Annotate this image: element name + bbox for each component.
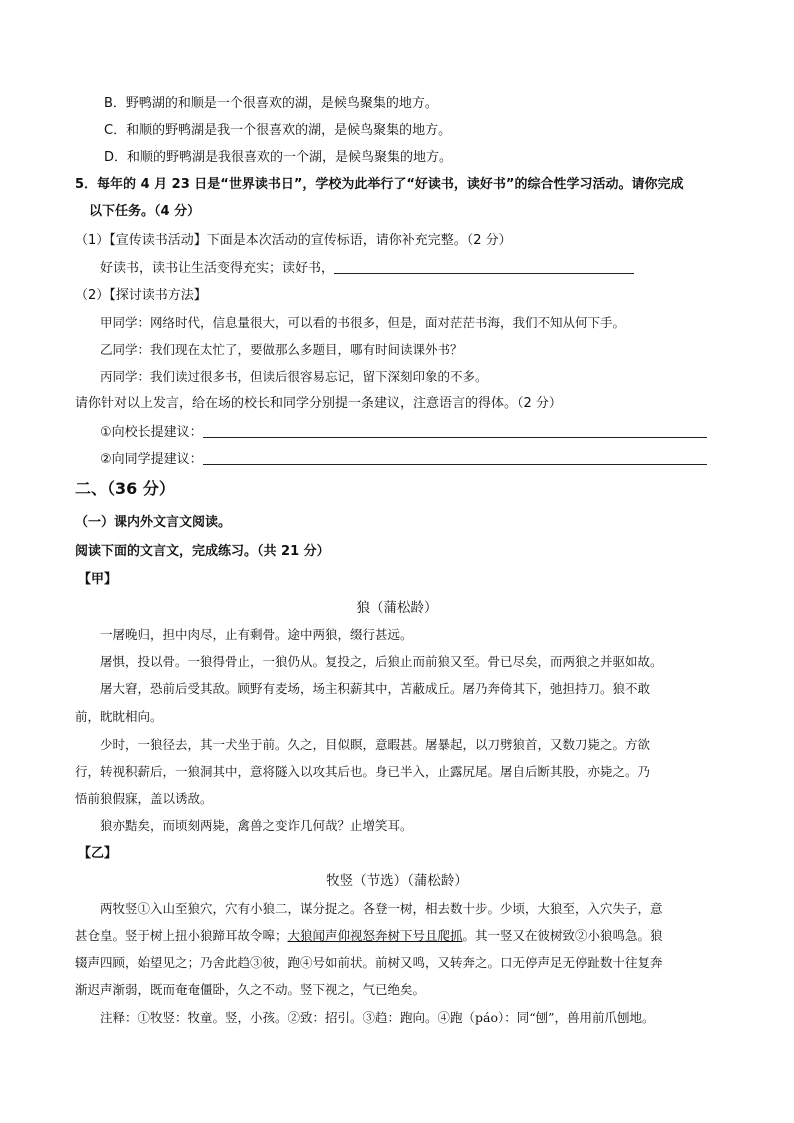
wolf-para: 一屠晚归，担中肉尽，止有剩骨。途中两狼，缀行甚远。 <box>100 627 413 642</box>
advice-classmate-label: ②向同学提建议： <box>100 452 203 467</box>
advice-classmate-row <box>100 450 707 469</box>
q5-stem-line2: 以下任务。（4 分） <box>89 204 201 219</box>
task1-title: （1）【宣传读书活动】下面是本次活动的宣传标语，请你补充完整。（2 分） <box>75 233 512 248</box>
wolf-para: 悟前狼假寐，盖以诱敌。 <box>75 791 213 806</box>
task1-slogan: 好读书，读书让生活变得充实；读好书， <box>100 261 335 276</box>
section2-title: 二、（36 分） <box>75 479 175 498</box>
wolf-para: 前，眈眈相向。 <box>75 709 163 724</box>
mushu-title: 牧竖（节选）（蒲松龄） <box>326 873 468 889</box>
advice-classmate-blank[interactable] <box>203 450 707 465</box>
jia-label: 【甲】 <box>78 572 118 587</box>
advice-principal-label: ①向校长提建议： <box>100 425 203 440</box>
mushu-line: 渐迟声渐弱，既而奄奄僵卧，久之不动。竖下视之，气已绝矣。 <box>75 982 426 997</box>
task1-slogan-row <box>100 259 634 278</box>
mushu-line: 两牧竖①入山至狼穴，穴有小狼二，谋分捉之。各登一树，相去数十步。少顷，大狼至，入穴失子，意 <box>100 901 663 916</box>
wolf-para: 狼亦黠矣，而顷刻两毙，禽兽之变诈几何哉？止增笑耳。 <box>100 818 413 833</box>
advice-principal-blank[interactable] <box>203 423 707 438</box>
wolf-para: 少时，一狼径去，其一犬坐于前。久之，目似瞑，意暇甚。屠暴起，以刀劈狼首，又数刀毙之。方欲 <box>100 737 651 752</box>
student-b-remark: 乙同学：我们现在太忙了，要做那么多题目，哪有时间读课外书？ <box>100 342 463 357</box>
wolf-para: 行，转视积薪后，一狼洞其中，意将隧入以攻其后也。身已半入，止露尻尾。屠自后断其股，亦毙之。乃 <box>75 764 651 779</box>
mushu-line <box>75 927 663 945</box>
section2-intro: 阅读下面的文言文，完成练习。（共 21 分） <box>75 544 330 559</box>
mushu-line: 辍声四顾，始望见之；乃舍此趋③彼，跑④号如前状。前树又鸣，又转奔之。口无停声足无停趾数十往复奔 <box>75 955 663 970</box>
q5-stem-line1: 5．每年的 4 月 23 日是“世界读书日”，学校为此举行了“好读书，读好书”的综合性学习活动。请你完成 <box>75 177 684 192</box>
section2-sub1: （一）课内外文言文阅读。 <box>75 515 232 530</box>
mushu-notes: 注释：①牧竖：牧童。竖，小孩。②致：招引。③趋：跑向。④跑（páo）：同“刨”，兽用前爪刨地。 <box>100 1010 655 1025</box>
wolf-title: 狼（蒲松龄） <box>356 600 438 616</box>
student-c-remark: 丙同学：我们读过很多书，但读后很容易忘记，留下深刻印象的不多。 <box>100 369 488 384</box>
yi-label: 【乙】 <box>78 846 118 861</box>
task2-title: （2）【探讨读书方法】 <box>75 288 207 303</box>
student-a-remark: 甲同学：网络时代，信息量很大，可以看的书很多，但是，面对茫茫书海，我们不知从何下手。 <box>100 315 626 330</box>
mushu-line2-start: 甚仓皇。竖于树上扭小狼蹄耳故令嗥； <box>75 928 288 943</box>
task2-instruction: 请你针对以上发言，给在场的校长和同学分别提一条建议，注意语言的得体。（2 分） <box>75 396 562 411</box>
option-b: B．野鸭湖的和顺是一个很喜欢的湖，是候鸟聚集的地方。 <box>104 96 438 111</box>
slogan-answer-blank[interactable] <box>334 259 634 274</box>
advice-principal-row <box>100 423 707 442</box>
mushu-line2-end: 。其一竖又在彼树致②小狼鸣急。狼 <box>462 928 663 943</box>
option-d: D．和顺的野鸭湖是我很喜欢的一个湖，是候鸟聚集的地方。 <box>104 150 453 165</box>
mushu-underlined-sentence: 大狼闻声仰视怒奔树下号且爬抓 <box>287 928 463 943</box>
wolf-para: 屠大窘，恐前后受其敌。顾野有麦场，场主积薪其中，苫蔽成丘。屠乃奔倚其下，弛担持刀。狼不敢 <box>100 681 651 696</box>
wolf-para: 屠惧，投以骨。一狼得骨止，一狼仍从。复投之，后狼止而前狼又至。骨已尽矣，而两狼之并驱如故。 <box>100 654 663 669</box>
option-c: C．和顺的野鸭湖是我一个很喜欢的湖，是候鸟聚集的地方。 <box>104 123 452 138</box>
